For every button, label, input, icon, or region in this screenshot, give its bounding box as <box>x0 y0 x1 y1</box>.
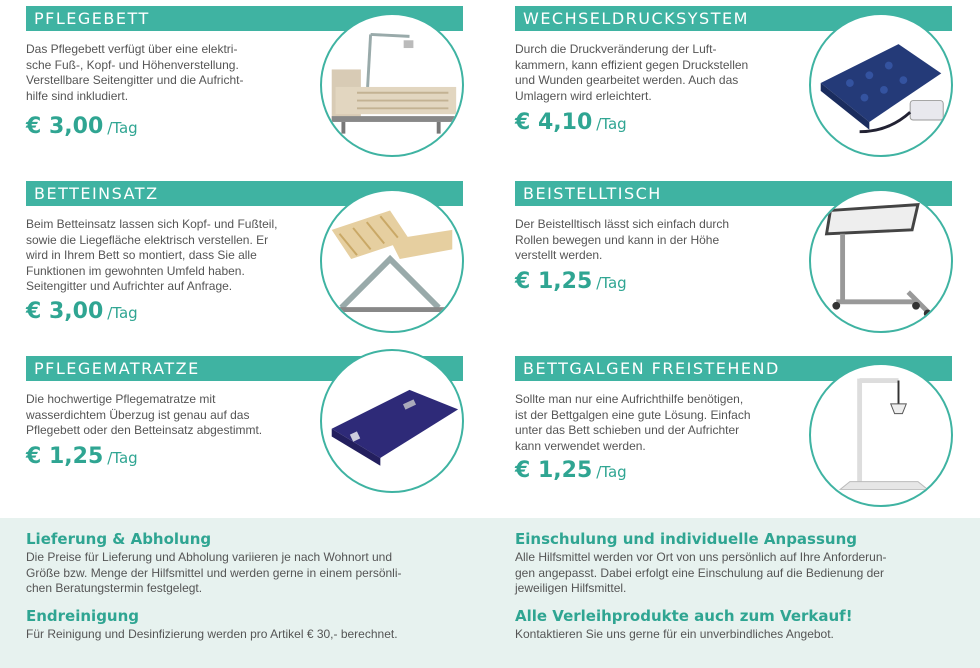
sale-heading: Alle Verleihprodukte auch zum Verkauf! <box>515 607 853 625</box>
price-value: € 4,10 <box>515 110 593 135</box>
air-mattress-image <box>809 13 953 157</box>
price-unit: /Tag <box>596 115 627 133</box>
product-title: PFLEGEBETT <box>26 6 463 31</box>
product-description: Beim Betteinsatz lassen sich Kopf- und Fußteil, sowie die Liegefläche elektrisch verstellen. Er wird in Ihrem Bett so montiert, dass Sie alle Funktionen im gewohnten Umfeld haben. Seitengitter und Aufrichter auf Anfrage. <box>26 217 278 293</box>
training-heading: Einschulung und individuelle Anpassung <box>515 530 858 548</box>
product-description: Die hochwertige Pflegematratze mit wasserdichtem Überzug ist genau auf das Pflegebett oder den Betteinsatz abgestimmt. <box>26 392 263 437</box>
product-description: Der Beistelltisch lässt sich einfach durch Rollen bewegen und kann in der Höhe verstellt werden. <box>515 217 730 262</box>
price-value: € 1,25 <box>515 269 593 294</box>
product-price <box>26 114 138 139</box>
delivery-text: Die Preise für Lieferung und Abholung variieren je nach Wohnort und Größe bzw. Menge der Hilfsmittel und werden gerne in einem persönli- chen Beratungstermin festgelegt. <box>26 550 402 595</box>
product-freestanding-bed-gallows <box>515 356 955 516</box>
delivery-heading: Lieferung & Abholung <box>26 530 212 548</box>
cleaning-text: Für Reinigung und Desinfizierung werden pro Artikel € 30,- berechnet. <box>26 627 398 641</box>
care-mattress-image <box>320 349 464 493</box>
product-title: BEISTELLTISCH <box>515 181 952 206</box>
bed-insert-image <box>320 189 464 333</box>
price-value: € 1,25 <box>26 444 104 469</box>
product-price <box>26 299 138 324</box>
price-unit: /Tag <box>596 463 627 481</box>
product-price <box>515 458 627 483</box>
delivery-info <box>26 530 476 597</box>
product-bed-insert <box>26 181 466 341</box>
price-value: € 3,00 <box>26 114 104 139</box>
product-price <box>26 444 138 469</box>
product-title: PFLEGEMATRATZE <box>26 356 463 381</box>
product-air-pressure-system <box>515 6 955 166</box>
product-side-table <box>515 181 955 341</box>
cleaning-info <box>26 607 476 643</box>
product-description: Sollte man nur eine Aufrichthilfe benötigen, ist der Bettgalgen eine gute Lösung. Einfach unter das Bett schieben und der Aufrichter kann verwendet werden. <box>515 392 751 453</box>
product-description: Durch die Druckveränderung der Luft- kammern, kann effizient gegen Druckstellen und Wunden gearbeitet werden. Auch das Umlagern wird erleichtert. <box>515 42 749 103</box>
training-info <box>515 530 965 597</box>
price-value: € 1,25 <box>515 458 593 483</box>
price-unit: /Tag <box>596 274 627 292</box>
training-text: Alle Hilfsmittel werden vor Ort von uns persönlich auf Ihre Anforderun- gen angepasst. Dabei erfolgt eine Einschulung auf die Bedienung der jeweiligen Hilfsmittel. <box>515 550 887 595</box>
price-unit: /Tag <box>107 304 138 322</box>
product-title: BETTGALGEN FREISTEHEND <box>515 356 952 381</box>
product-care-mattress <box>26 356 466 516</box>
product-price <box>515 110 627 135</box>
care-bed-image <box>320 13 464 157</box>
price-unit: /Tag <box>107 449 138 467</box>
cleaning-heading: Endreinigung <box>26 607 140 625</box>
sale-text: Kontaktieren Sie uns gerne für ein unverbindliches Angebot. <box>515 627 834 641</box>
freestanding-bed-gallows-image <box>809 363 953 507</box>
product-price <box>515 269 627 294</box>
sale-info <box>515 607 965 643</box>
info-footer <box>0 518 980 668</box>
price-value: € 3,00 <box>26 299 104 324</box>
product-title: BETTEINSATZ <box>26 181 463 206</box>
price-unit: /Tag <box>107 119 138 137</box>
product-title: WECHSELDRUCKSYSTEM <box>515 6 952 31</box>
product-care-bed <box>26 6 466 166</box>
side-table-image <box>809 189 953 333</box>
product-description: Das Pflegebett verfügt über eine elektri- sche Fuß-, Kopf- und Höhenverstellung. Verstellbare Seitengitter und die Aufricht- hilfe sind inkludiert. <box>26 42 244 103</box>
